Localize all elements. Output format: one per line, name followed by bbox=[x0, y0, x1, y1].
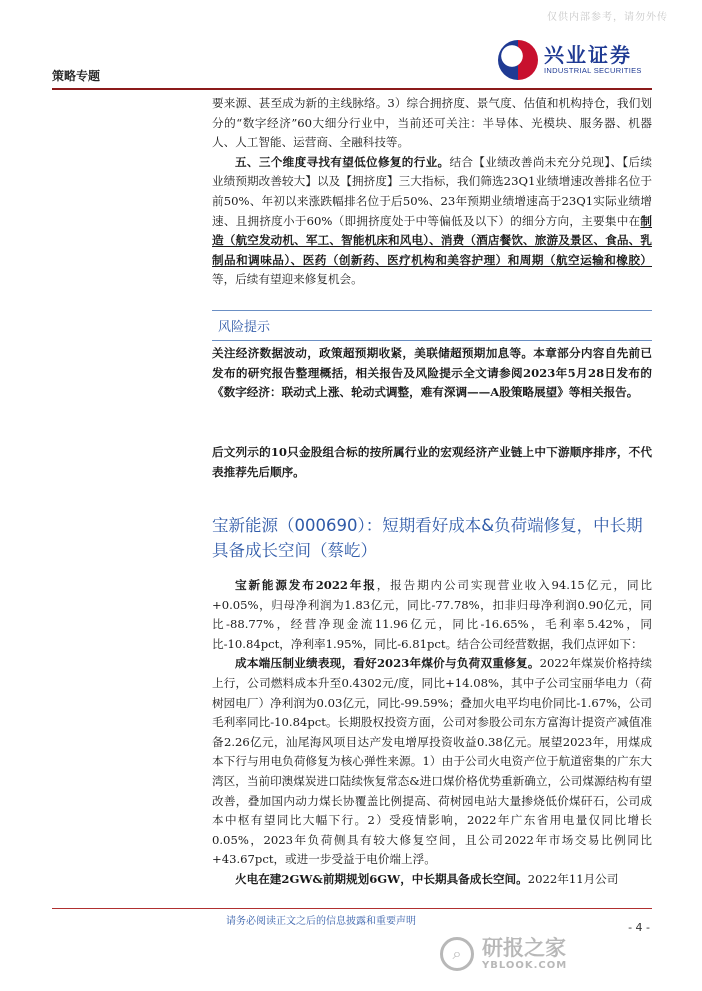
stock-p3-body: 2022年11月公司 bbox=[527, 871, 619, 886]
section-label: 策略专题 bbox=[52, 69, 101, 83]
intro-p2-industry-list: 制造（航空发动机、军工、智能机床和风电）、消费（酒店餐饮、旅游及景区、食品、乳制品和调味品）、医药（创新药、医疗机构和美容护理）和周期（航空运输和橡胶） bbox=[212, 213, 652, 267]
risk-section-title: 风险提示 bbox=[218, 320, 271, 335]
watermark-chinese: 研报之家 bbox=[482, 936, 566, 960]
header-divider bbox=[52, 88, 652, 90]
stock-p2-body: 2022年煤炭价格持续上行，公司燃料成本升至0.4302元/度，同比+14.08%，其中子公司宝丽华电力（荷树园电厂）净利润为0.03亿元，同比-99.59%；叠加火电平均电价同比-1.67%，公司毛利率同比-10.84pct。长期股权投资方面，公司对参股公司东方富海计提资产减值准备2.26亿元，汕尾海风项目达产发电增厚投资收益0.38亿元。展望2023年，用煤成本下行与用电负荷修复为核心弹性来源。1）由于公司火电资产位于航道密集的广东大湾区，当前印澳煤炭进口陆续恢复常态&进口煤价格优势重新确立，公司煤源结构有望改善，叠加国内动力煤长协覆盖比例提高、荷树园电站大量掺烧低价煤矸石，公司成本中枢有望同比大幅下行。2）受疫情影响，2022年广东省用电量仅同比增长0.05%，2023年负荷侧具有较大修复空间，且公司2022年市场交易比例同比+43.67pct，或进一步受益于电价端上浮。 bbox=[212, 656, 652, 867]
company-logo bbox=[498, 36, 658, 84]
intro-p2-body: 结合【业绩改善尚未充分兑现】、【后续业绩预期改善较大】以及【拥挤度】三大指标，我们筛选23Q1业绩增速改善排名位于前50%、年初以来涨跌幅排名位于后50%、23年预期业绩增速高于23Q1实际业绩增速、且拥挤度小于60%（即拥挤度处于中等偏低及以下）的细分方向，主要集中在 bbox=[212, 154, 652, 228]
logo-emblem-icon bbox=[498, 40, 538, 80]
intro-paragraph-2 bbox=[212, 153, 652, 290]
risk-section bbox=[212, 344, 652, 403]
stock-paragraph-2 bbox=[212, 654, 652, 870]
stock-paragraph-3 bbox=[212, 870, 652, 890]
logo-chinese-name: 兴业证券 bbox=[544, 43, 632, 67]
risk-bottom-divider bbox=[212, 340, 652, 341]
stock-paragraph-1 bbox=[212, 576, 652, 654]
watermark-english: YBLOOK.COM bbox=[482, 960, 568, 971]
intro-section bbox=[212, 94, 652, 290]
top-watermark: 仅供内部参考，请勿外传 bbox=[547, 12, 668, 23]
page-number: - 4 - bbox=[628, 921, 650, 934]
risk-top-divider bbox=[212, 310, 652, 311]
footer-disclaimer: 请务必阅读正文之后的信息披露和重要声明 bbox=[226, 916, 416, 927]
intro-p2-tail: 等，后续有望迎来修复机会。 bbox=[212, 272, 363, 287]
bottom-watermark bbox=[440, 936, 567, 971]
intro-p2-heading: 五、三个维度寻找有望低位修复的行业。 bbox=[235, 154, 450, 169]
logo-english-name: INDUSTRIAL SECURITIES bbox=[544, 66, 642, 75]
stock-p2-heading: 成本端压制业绩表现，看好2023年煤价与负荷双重修复。 bbox=[235, 656, 540, 671]
stock-section bbox=[212, 576, 652, 890]
risk-paragraph-2: 后文列示的10只金股组合标的按所属行业的宏观经济产业链上中下游顺序排序，不代表推荐先后顺序。 bbox=[212, 445, 652, 479]
risk-section-note bbox=[212, 443, 652, 482]
intro-paragraph-1: 要来源、甚至成为新的主线脉络。3）综合拥挤度、景气度、估值和机构持仓，我们划分的“数字经济”60大细分行业中，当前还可关注：半导体、光模块、服务器、机器人、人工智能、运营商、全融科技等。 bbox=[212, 96, 652, 150]
stock-p3-heading: 火电在建2GW&前期规划6GW，中长期具备成长空间。 bbox=[235, 871, 528, 886]
risk-paragraph-1: 关注经济数据波动，政策超预期收紧，美联储超预期加息等。本章部分内容自先前已发布的研究报告整理概括，相关报告及风险提示全文请参阅2023年5月28日发布的《数字经济：联动式上涨、轮动式调整，难有深调——A股策略展望》等相关报告。 bbox=[212, 346, 652, 400]
magnifier-icon: ⌕ bbox=[440, 937, 474, 971]
footer-divider bbox=[52, 908, 652, 909]
stock-p1-body: ，报告期内公司实现营业收入94.15亿元，同比+0.05%，归母净利润为1.83亿元，同比-77.78%，扣非归母净利润0.90亿元，同比-88.77%，经营净现金流11.96亿元，同比-16.65%，毛利率5.42%，同比-10.84pct，净利率1.95%，同比-6.81pct。结合公司经营数据，我们点评如下： bbox=[212, 578, 652, 651]
stock-pick-title: 宝新能源（000690）：短期看好成本&负荷端修复，中长期具备成长空间（蔡屹） bbox=[212, 516, 643, 560]
stock-p1-heading: 宝新能源发布2022年报 bbox=[235, 578, 377, 592]
